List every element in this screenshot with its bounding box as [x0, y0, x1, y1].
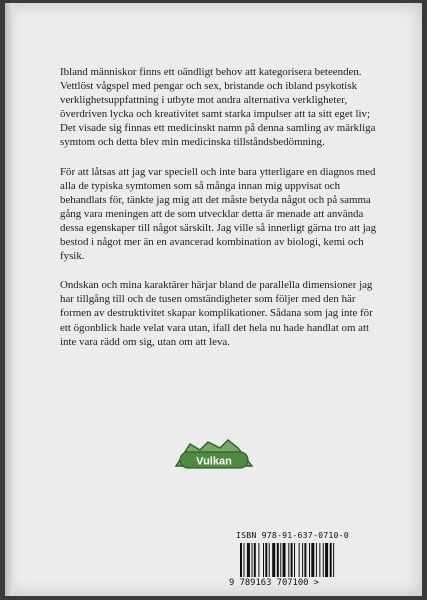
- barcode-bar: [269, 543, 270, 577]
- barcode-bar: [277, 543, 279, 577]
- barcode-bar: [272, 543, 275, 577]
- barcode-bar: [280, 543, 281, 577]
- barcode: [240, 543, 366, 577]
- barcode-bar: [263, 543, 264, 577]
- barcode-bar: [333, 543, 334, 577]
- barcode-bar: [319, 543, 320, 577]
- barcode-number: 9 789163 707100 >: [229, 578, 320, 588]
- barcode-bar: [316, 543, 317, 577]
- barcode-bar: [309, 543, 310, 577]
- back-cover: [5, 3, 422, 596]
- isbn-label: ISBN 978-91-637-0710-0: [236, 530, 349, 540]
- publisher-logo-text: Vulkan: [196, 455, 232, 468]
- barcode-bar: [240, 543, 242, 577]
- blurb-paragraph-1: Ibland människor finns ett oändligt behov att kategorisera beteenden. Vettlöst vågspel med pengar och sex, bristande och ibland psykotisk verklighetsuppfattning i utbyte mot andra alternativa verkligheter, överdriven lycka och kreativitet samt starka impulser att ta sitt eget liv; Det visade sig finnas ett medicinskt namn på denna samling av märkliga symtom och detta blev min medicinska tillståndsbedömning.: [60, 66, 376, 149]
- publisher-logo: [170, 436, 258, 474]
- barcode-bar: [325, 543, 328, 577]
- blurb-paragraph-2: För att låtsas att jag var speciell och inte bara ytterligare en diagnos med alla de typiska symtomen som så många innan mig uppvisat och behandlats för, tänkte jag mig att det måste betyda något och på samma gång vara meningen att de som utvecklar detta är menade att använda dessa egenskaper till något särskilt. Jag ville så innerligt gärna tro att jag bestod i något mer än en avancerad kombination av biologi, kemi och fysik.: [60, 165, 377, 263]
- barcode-bar: [254, 543, 256, 577]
- barcode-bar: [258, 543, 259, 577]
- barcode-bar: [323, 543, 324, 577]
- barcode-bar: [243, 543, 244, 577]
- barcode-bar: [304, 543, 306, 577]
- barcode-bar: [294, 543, 295, 577]
- barcode-bar: [291, 543, 293, 577]
- barcode-bar: [247, 543, 250, 577]
- barcode-bar: [299, 543, 300, 577]
- blurb-text: [60, 65, 386, 364]
- barcode-bar: [311, 543, 314, 577]
- barcode-bar: [330, 543, 332, 577]
- spine-edge: [5, 3, 14, 596]
- barcode-bar: [302, 543, 303, 577]
- barcode-bar: [252, 543, 253, 577]
- barcode-bar: [265, 543, 267, 577]
- blurb-paragraph-3: Ondskan och mina karaktärer härjar bland de parallella dimensioner jag har tillgång till och de tusen omständigheter som följer med den här formen av destruktivitet skapar komplikationer. Sådana som jag inte för ett ögonblick hade velat vara utan, ifall det hela nu hade handlat om att inte vara rädd om sig, utan om att leva.: [60, 279, 373, 348]
- barcode-bar: [283, 543, 286, 577]
- barcode-bar: [288, 543, 289, 577]
